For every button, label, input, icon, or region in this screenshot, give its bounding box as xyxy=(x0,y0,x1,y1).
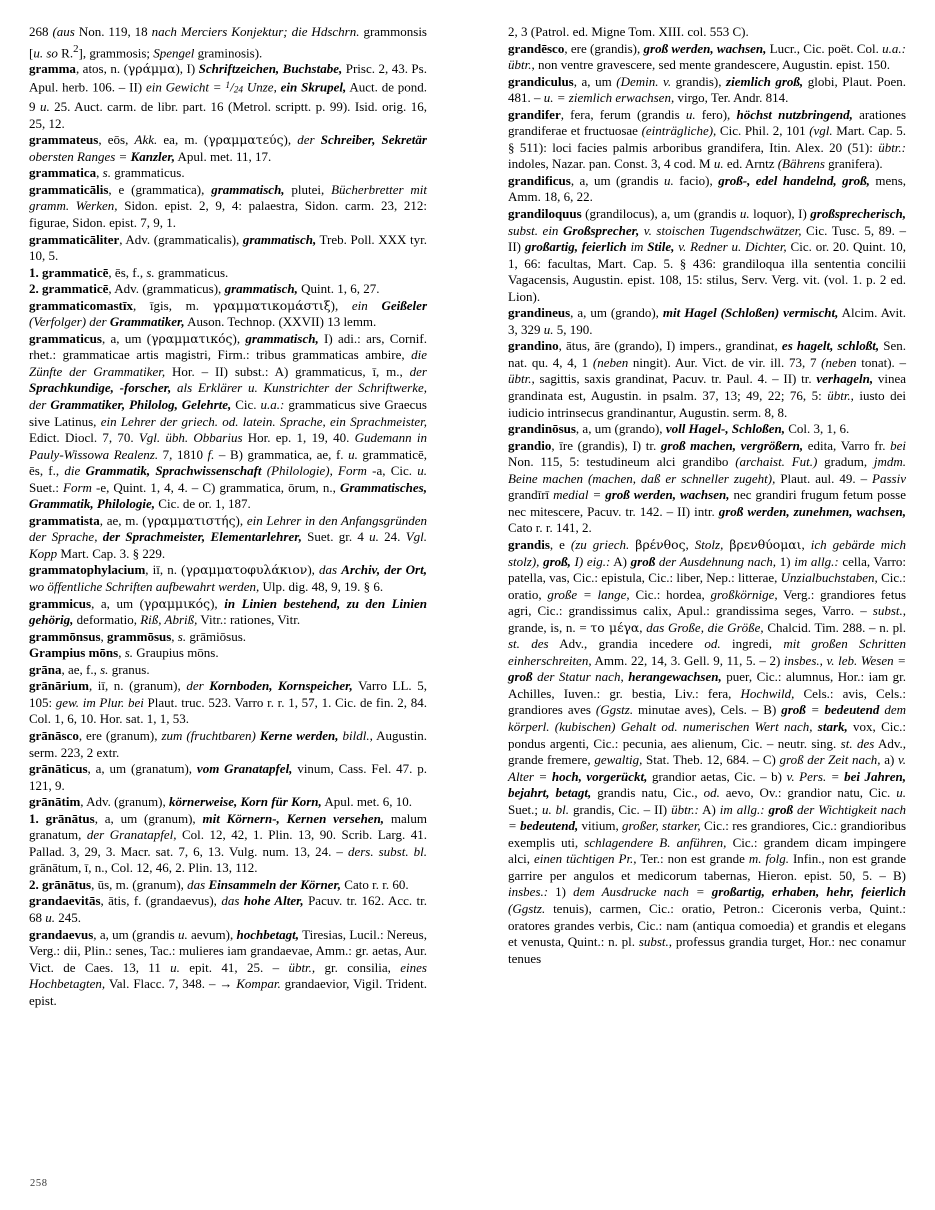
dictionary-entry: grammaticālis, e (grammatica), grammatisch, plutei, Bücherbretter mit gramm. Werken, Sidon. epist. 2, 9, 4: palaestra, Sidon. carm. 23, 212: figurae, Sidon. epist. 7, 9, 1. xyxy=(29,181,427,230)
dictionary-entry: gramma, atos, n. (γράμμα), I) Schriftzeichen, Buchstabe, Prisc. 2, 43. Ps. Apul. herb. 106. – II) ein Gewicht = $^1/_{24}$ Unze, ein Skrupel, Auct. de pond. 9 u. 25. Auct. carm. de libr. part. 16 (Metrol. scriptt. p. 99). Isid. orig. 16, 25, 12. xyxy=(29,61,428,131)
dictionary-entry: 1. grammaticē, ēs, f., s. grammaticus. xyxy=(29,264,229,280)
dictionary-entry: grammaticomastīx, īgis, m. γραμματικομάστιξ), ein Geißeler (Verfolger) der Grammatiker, Auson. Technop. (XXVII) 13 lemm. xyxy=(29,297,427,330)
dictionary-entry: grandifer, fera, ferum (grandis u. fero), höchst nutzbringend, arationes grandiferae et fructuosae (einträgliche), Cic. Phil. 2, 101 (vgl. Mart. Cap. 5. § 511): loci facies palmis arboribus grandifera, Itin. Alex. 20 (51): übtr.: indoles, Nazar. pan. Const. 3, 4 cod. M u. ed. Arntz (Bährens granifera). xyxy=(508,106,907,172)
dictionary-entry: grandinōsus, a, um (grando), voll Hagel-, Schloßen, Col. 3, 1, 6. xyxy=(508,421,850,437)
entry-continuation: 2, 3 (Patrol. ed. Migne Tom. XIII. col. 553 C). xyxy=(508,24,749,39)
dictionary-entry: grānārium, iī, n. (granum), der Kornboden, Kornspeicher, Varro LL. 5, 105: gew. im Plur. bei Plaut. truc. 523. Varro r. r. 1, 57, 1. Cic. de fin. 2, 84. Col. 1, 6, 10. Hor. sat. 1, 1, 53. xyxy=(29,678,428,727)
column-container xyxy=(29,24,906,1154)
dictionary-entry: grānātim, Adv. (granum), körnerweise, Korn für Korn, Apul. met. 6, 10. xyxy=(29,794,413,810)
dictionary-entry: grānāsco, ere (granum), zum (fruchtbaren) Kerne werden, bildl., Augustin. serm. 223, 2 extr. xyxy=(29,727,427,760)
dictionary-entry: grandis, e (zu griech. βρένθος, Stolz, βρενθύομαι, ich gebärde mich stolz), groß, I) eig.: A) groß der Ausdehnung nach, 1) im allg.: cella, Varro: patella, vas, Cic.: epistula, Cic.: liber, Nep.: litterae, Unzialbuchstaben, Cic.: oratio, große = lange, Cic.: hordea, großkörnige, Verg.: grandiores fetus agri, Cic.: grandissimus calix, Apul.: grandissima seges, Varro. – subst., grande, is, n. = το μέγα, das Große, die Größe, Chalcid. Tim. 288. – n. pl. st. des Adv., grandia incedere od. ingredi, mit großen Schritten einherschreiten, Amm. 22, 14, 3. Gell. 9, 11, 5. – 2) insbes., v. leb. Wesen = groß der Statur nach, herangewachsen, puer, Cic.: alumnus, Hor.: iam gr. Achilles, Iuven.: gr. bestia, Liv.: fera, Hochwild, Cels.: avis, Cels.: grandiores aves (Ggstz. minutae aves), Cels. – B) groß = bedeutend dem körperl. (kubischen) Gehalt od. numerischen Wert nach, stark, vox, Cic.: pondus argenti, Cic.: pecunia, aes alienum, Cic. – neutr. sing. st. des Adv., grande fremere, gewaltig, Stat. Theb. 12, 684. – C) groß der Zeit nach, a) v. Alter = hoch, vorgerückt, grandior aetas, Cic. – b) v. Pers. = bei Jahren, bejahrt, betagt, grandis natu, Cic., od. aevo, Ov.: grandior natu, Cic. u. Suet.; u. bl. grandis, Cic. – II) übtr.: A) im allg.: groß der Wichtigkeit nach = bedeutend, vitium, großer, starker, Cic.: res grandiores, Cic.: grandioribus exemplis uti, schlagendere B. anführen, Cic.: grandem dicam impingere alci, einen tüchtigen Pr., Ter.: non est grande m. folg. Infin., non est grande garrire per angulos et medicorum tabernas, Hieron. epist. 50, 5. – B) insbes.: 1) dem Ausdrucke nach = großartig, erhaben, hehr, feierlich (Ggstz. tenuis), carmen, Cic.: oratio, Petron.: Ciceronis verba, Quint.: oratores grandes verbis, Cic.: nam (antiqua comoedia) et grandis et elegans et venusta, Quint.: n. pl. subst., professus grandia turget, Hor.: nec conamur tenues xyxy=(508,536,907,966)
dictionary-entry: grammaticus, a, um (γραμματικός), grammatisch, I) adi.: ars, Cornif. rhet.: grammaticae artis magistri, Firm.: tribus grammaticas ambire, die Zünfte der Grammatiker, Hor. – II) subst.: A) grammaticus, ī, m., der Sprachkundige, -forscher, als Erklärer u. Kunstrichter der Schriftwerke, der Grammatiker, Philolog, Gelehrte, Cic. u.a.: grammaticus sive Graecus sive Latinus, ein Lehrer der griech. od. latein. Sprache, ein Sprachmeister, Edict. Diocl. 7, 70. Vgl. übh. Obbarius Hor. ep. 1, 19, 40. Gudemann in Pauly-Wissowa Realenz. 7, 1810 f. – B) grammatica, ae, f. u. grammaticē, ēs, f., die Grammatik, Sprachwissenschaft (Philologie), Form -a, Cic. u. Suet.: Form -e, Quint. 1, 4, 4. – C) grammatica, ōrum, n., Grammatisches, Grammatik, Philologie, Cic. de or. 1, 187. xyxy=(29,330,427,512)
right-column xyxy=(508,24,906,1154)
dictionary-entry: grandiloquus (grandilocus), a, um (grandis u. loquor), I) großsprecherisch, subst. ein Großsprecher, v. stoischen Tugendschwätzer, Cic. Tusc. 5, 89. – II) großartig, feierlich im Stile, v. Redner u. Dichter, Cic. or. 20. Quint. 10, 1, 66: facultas, Mart. Cap. 5. § 436: grandiloqua illa sententia concilii Vagacensis, Augustin. epist. 108, 15: stilus, Serv. Verg. vit. (vol. 1. p. 2 ed. Lion). xyxy=(508,206,906,304)
dictionary-entry: grammaticāliter, Adv. (grammaticalis), grammatisch, Treb. Poll. XXX tyr. 10, 5. xyxy=(29,231,427,264)
dictionary-entry: grandio, īre (grandis), I) tr. groß machen, vergrößern, edita, Varro fr. bei Non. 115, 5: testudineum alci grandibo (archaist. Fut.) gradum, jmdm. Beine machen (machen, daß er schneller zugeht), Plaut. aul. 49. – Passiv grandīrī medial = groß werden, wachsen, nec grandiri frugum fetum posse nec mitescere, Pacuv. tr. 142. – II) intr. groß werden, zunehmen, wachsen, Cato r. r. 141, 2. xyxy=(508,437,907,536)
entry-continuation: 268 (aus Non. 119, 18 nach Merciers Konjektur; die Hdschrn. grammonsis [u. so R.$^2$], grammosis; Spengel graminosis). xyxy=(29,24,427,60)
dictionary-entry: grandificus, a, um (grandis u. facio), groß-, edel handelnd, groß, mens, Amm. 18, 6, 22. xyxy=(508,172,907,205)
dictionary-entry: grammōnsus, grammōsus, s. grāmiōsus. xyxy=(29,628,247,644)
dictionary-entry: 2. grammaticē, Adv. (grammaticus), grammatisch, Quint. 1, 6, 27. xyxy=(29,281,380,297)
dictionary-entry: grammateus, eōs, Akk. ea, m. (γραμματεύς), der Schreiber, Sekretär obersten Ranges = Kanzler, Apul. met. 11, 17. xyxy=(29,132,427,164)
left-column xyxy=(29,24,427,1154)
dictionary-entry: 1. grānātus, a, um (granum), mit Körnern-, Kernen versehen, malum granatum, der Granatapfel, Col. 12, 42, 1. Plin. 13, 90. Scrib. Larg. 41. Pallad. 3, 29, 3. Macr. sat. 7, 6, 13. Vulg. num. 13, 24. – ders. subst. bl. grānātum, ī, n., Col. 12, 46, 2. Plin. 13, 112. xyxy=(29,810,428,876)
dictionary-entry: grandineus, a, um (grando), mit Hagel (Schloßen) vermischt, Alcim. Avit. 3, 329 u. 5, 190. xyxy=(508,305,906,337)
dictionary-entry: grammatista, ae, m. (γραμματιστής), ein Lehrer in den Anfangsgründen der Sprache, der Sprachmeister, Elementarlehrer, Suet. gr. 4 u. 24. Vgl. Kopp Mart. Cap. 3. § 229. xyxy=(29,512,428,561)
dictionary-entry: grammatica, s. grammaticus. xyxy=(29,165,185,181)
dictionary-entry: grandēsco, ere (grandis), groß werden, wachsen, Lucr., Cic. poët. Col. u.a.: übtr., non ventre gravescere, sed mente grandescere, Augustin. epist. 150. xyxy=(508,40,906,73)
dictionary-entry: grāna, ae, f., s. granus. xyxy=(29,661,150,677)
dictionary-entry: 2. grānātus, ūs, m. (granum), das Einsammeln der Körner, Cato r. r. 60. xyxy=(29,876,409,892)
dictionary-entry: grānāticus, a, um (granatum), vom Granatapfel, vinum, Cass. Fel. 47. p. 121, 9. xyxy=(29,761,427,793)
dictionary-entry: grandaevus, a, um (grandis u. aevum), hochbetagt, Tiresias, Lucil.: Nereus, Verg.: dii, Plin.: senes, Tac.: mulieres iam grandaevae, Amm.: gr. aetas, Aur. Vict. de Caes. 13, 11 u. epit. 41, 25. – übtr., gr. consilia, eines Hochbetagten, Val. Flacc. 7, 348. – → Kompar. grandaevior, Vigil. Trident. epist. xyxy=(29,926,428,1008)
page-number: 258 xyxy=(30,1178,48,1189)
dictionary-entry: grammicus, a, um (γραμμικός), in Linien bestehend, zu den Linien gehörig, deformatio, Riß, Abriß, Vitr.: rationes, Vitr. xyxy=(29,595,427,628)
dictionary-entry: grandino, ātus, āre (grando), I) impers., grandinat, es hagelt, schloßt, Sen. nat. qu. 4, 4, 1 (neben ningit). Aur. Vict. de vir. ill. 73, 7 (neben tonat). – übtr., sagittis, saxis grandinat, Pacuv. tr. Paul. 4. – II) tr. verhageln, vinea grandinata est, Augustin. in psalm. 37, 13; 49, 22; 76, 5: übtr., iusto dei iudicio intrinsecus grandinantur, Augustin. serm. 8, 8. xyxy=(508,338,907,420)
dictionary-entry: grandaevitās, ātis, f. (grandaevus), das hohe Alter, Pacuv. tr. 162. Acc. tr. 68 u. 245. xyxy=(29,893,427,925)
dictionary-entry: grandiculus, a, um (Demin. v. grandis), ziemlich groß, globi, Plaut. Poen. 481. – u. = ziemlich erwachsen, virgo, Ter. Andr. 814. xyxy=(508,73,907,106)
dictionary-entry: grammatophylacium, iī, n. (γραμματοφυλάκιον), das Archiv, der Ort, wo öffentliche Schriften aufbewahrt werden, Ulp. dig. 48, 9, 19. § 6. xyxy=(29,562,427,595)
dictionary-entry: Grampius mōns, s. Graupius mōns. xyxy=(29,645,219,661)
